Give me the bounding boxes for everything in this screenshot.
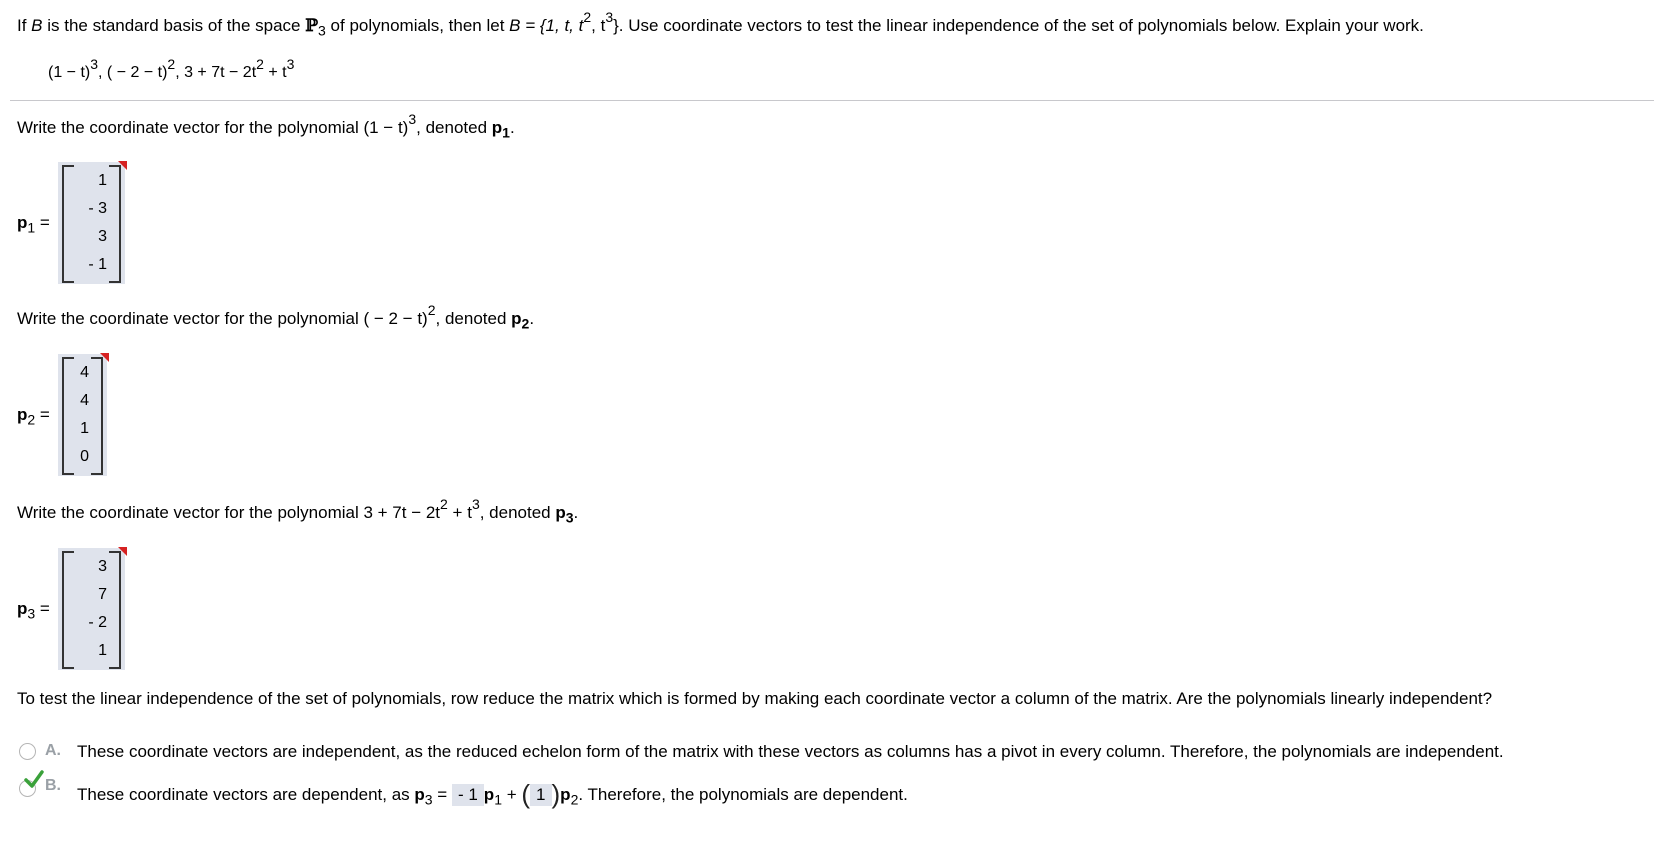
- p3-entry-2[interactable]: 7: [98, 586, 107, 603]
- coefficient-1-input[interactable]: - 1: [452, 784, 484, 806]
- feedback-flag-icon: [100, 353, 109, 362]
- question-text: If B is the standard basis of the space ℙ$_3$ of polynomials, then let B = {1, t, $t^2$, $t^3$}. Use coordinate vectors to test the linear independence of the set of polynomials below. Explain your work.: [17, 9, 1424, 39]
- p2-vector[interactable]: [58, 354, 107, 476]
- left-bracket: [62, 165, 74, 283]
- option-b-text[interactable]: These coordinate vectors are dependent, as $p_3$ = - 1 $p_1$ + ( 1 )$p_2$. Therefore, the polynomials are dependent.: [77, 779, 908, 809]
- left-bracket: [62, 357, 74, 475]
- option-a-text[interactable]: These coordinate vectors are independent, as the reduced echelon form of the matrix with these vectors as columns has a pivot in every column. Therefore, the polynomials are independent.: [77, 742, 1504, 761]
- part1-prompt: Write the coordinate vector for the polynomial $(1 - t)^3$, denoted $p_1$.: [17, 111, 515, 141]
- p3-entry-3[interactable]: - 2: [88, 614, 107, 631]
- p1-entry-3[interactable]: 3: [98, 228, 107, 245]
- p1-label: $p_1$ =: [17, 213, 50, 236]
- left-bracket: [62, 551, 74, 669]
- final-question: To test the linear independence of the set of polynomials, row reduce the matrix which is formed by making each coordinate vector a column of the matrix. Are the polynomials linearly independent?: [17, 689, 1493, 708]
- p2-entry-4[interactable]: 0: [80, 448, 89, 465]
- p1-entry-1[interactable]: 1: [98, 172, 107, 189]
- part2-prompt: Write the coordinate vector for the polynomial ( − 2 − t)$^2$, denoted $p_2$.: [17, 302, 535, 332]
- feedback-flag-icon: [118, 161, 127, 170]
- option-a-letter: A.: [45, 742, 61, 759]
- p3-label: $p_3$ =: [17, 599, 50, 622]
- left-paren: (: [521, 779, 531, 809]
- p2-entry-1[interactable]: 4: [80, 364, 89, 381]
- polynomial-list: $(1 - t)^3$, ( − 2 − t)$^2$, $3 + 7t - 2t^2 + t^3$: [48, 55, 295, 81]
- p1-entry-2[interactable]: - 3: [88, 200, 107, 217]
- coefficient-2-input[interactable]: 1: [530, 784, 551, 806]
- part3-prompt: Write the coordinate vector for the polynomial $3 + 7t - 2t^2 + t^3$, denoted $p_3$.: [17, 496, 579, 526]
- right-bracket: [109, 165, 121, 283]
- p1-vector[interactable]: [58, 162, 125, 284]
- right-paren: ): [551, 779, 561, 809]
- option-b-letter: B.: [45, 777, 61, 794]
- p3-vector[interactable]: [58, 548, 125, 670]
- checkmark-icon: [24, 770, 44, 788]
- p3-entry-1[interactable]: 3: [98, 558, 107, 575]
- p2-entry-3[interactable]: 1: [80, 420, 89, 437]
- right-bracket: [109, 551, 121, 669]
- feedback-flag-icon: [118, 547, 127, 556]
- p3-entry-4[interactable]: 1: [98, 642, 107, 659]
- p2-entry-2[interactable]: 4: [80, 392, 89, 409]
- divider: [10, 100, 1654, 101]
- right-bracket: [91, 357, 103, 475]
- p2-label: $p_2$ =: [17, 405, 50, 428]
- p1-entry-4[interactable]: - 1: [88, 256, 107, 273]
- option-a-radio[interactable]: [19, 743, 36, 760]
